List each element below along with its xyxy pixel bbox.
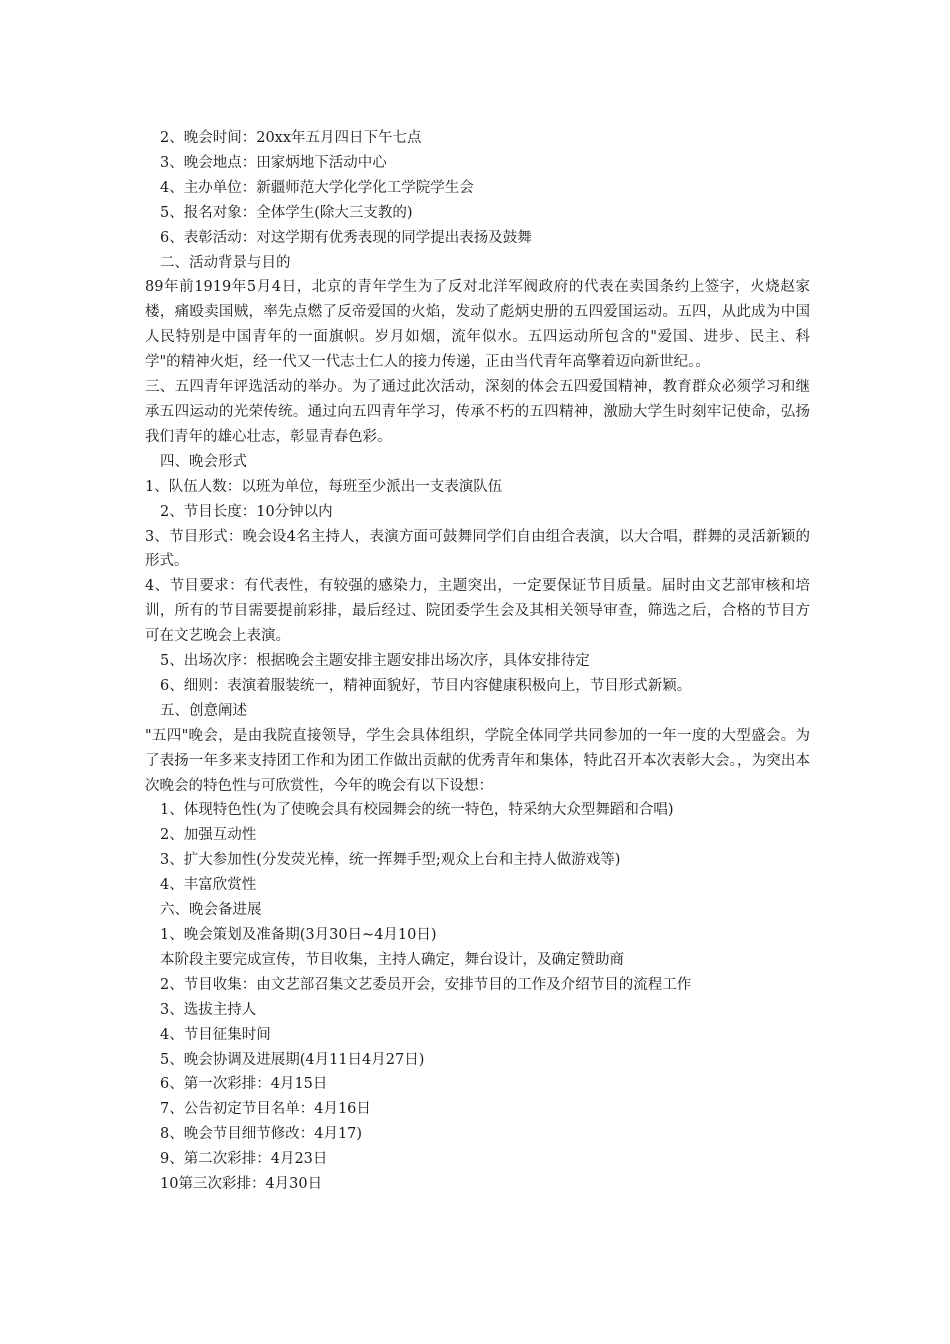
paragraph: 4、节目要求：有代表性，有较强的感染力，主题突出，一定要保证节目质量。届时由文艺部审核和培训，所有的节目需要提前彩排，最后经过、院团委学生会及其相关领导审查，筛选之后，合格的节目方可在文艺晚会上表演。 bbox=[145, 578, 810, 645]
text-line: 5、出场次序：根据晚会主题安排主题安排出场次序，具体安排待定 bbox=[160, 653, 590, 670]
text-line: 6、细则：表演着服装统一，精神面貌好，节目内容健康积极向上，节目形式新颖。 bbox=[160, 677, 692, 694]
section-heading: 二、活动背景与目的 bbox=[160, 254, 291, 271]
paragraph: 三、五四青年评选活动的举办。为了通过此次活动，深刻的体会五四爱国精神，教育群众必须学习和继承五四运动的光荣传统。通过向五四青年学习，传承不朽的五四精神，激励大学生时刻牢记使命，弘扬我们青年的雄心壮志，彰显青春色彩。 bbox=[145, 379, 810, 445]
text-line: 2、节目收集：由文艺部召集文艺委员开会，安排节目的工作及介绍节目的流程工作 bbox=[160, 976, 692, 993]
section-heading: 四、晚会形式 bbox=[160, 453, 247, 470]
document-body bbox=[145, 126, 810, 1197]
text-line: 1、队伍人数：以班为单位，每班至少派出一支表演队伍 bbox=[145, 478, 503, 495]
section-heading: 五、创意阐述 bbox=[160, 702, 247, 719]
paragraph: "五四"晚会，是由我院直接领导，学生会具体组织，学院全体同学共同参加的一年一度的大型盛会。为了表扬一年多来支持团工作和为团工作做出贡献的优秀青年和集体，特此召开本次表彰大会。，为突出本次晚会的特色性与可欣赏性，今年的晚会有以下设想： bbox=[145, 727, 810, 794]
text-line: 3、扩大参加性(分发荧光棒，统一挥舞手型;观众上台和主持人做游戏等) bbox=[160, 852, 621, 869]
text-line: 4、节目征集时间 bbox=[160, 1026, 271, 1043]
text-line: 本阶段主要完成宣传，节目收集，主持人确定，舞台设计，及确定赞助商 bbox=[160, 951, 624, 968]
text-line: 5、晚会协调及进展期(4月11日4月27日) bbox=[160, 1051, 425, 1068]
text-line: 10第三次彩排：4月30日 bbox=[160, 1176, 323, 1193]
text-line: 6、表彰活动：对这学期有优秀表现的同学提出表扬及鼓舞 bbox=[160, 229, 532, 246]
text-line: 2、晚会时间：20xx年五月四日下午七点 bbox=[160, 130, 422, 146]
text-line: 1、晚会策划及准备期(3月30日~4月10日) bbox=[160, 927, 437, 943]
text-line: 3、晚会地点：田家炳地下活动中心 bbox=[160, 154, 387, 171]
text-line: 6、第一次彩排：4月15日 bbox=[160, 1076, 328, 1093]
text-line: 2、节目长度：10分钟以内 bbox=[160, 503, 333, 520]
text-line: 8、晚会节目细节修改：4月17) bbox=[160, 1126, 363, 1143]
text-line: 4、主办单位：新疆师范大学化学化工学院学生会 bbox=[160, 179, 474, 196]
text-line: 1、体现特色性(为了使晚会具有校园舞会的统一特色，特采纳大众型舞蹈和合唱) bbox=[160, 802, 674, 819]
text-line: 4、丰富欣赏性 bbox=[160, 877, 257, 894]
text-line: 7、公告初定节目名单：4月16日 bbox=[160, 1101, 371, 1118]
paragraph: 89年前1919年5月4日，北京的青年学生为了反对北洋军阀政府的代表在卖国条约上签字，火烧赵家楼，痛殴卖国贼，率先点燃了反帝爱国的火焰，发动了彪炳史册的五四爱国运动。五四，从此成为中国人民特别是中国青年的一面旗帜。岁月如烟，流年似水。五四运动所包含的"爱国、进步、民主、科学"的精神火炬，经一代又一代志士仁人的接力传递，正由当代青年高擎着迈向新世纪。。 bbox=[145, 279, 810, 371]
text-line: 9、第二次彩排：4月23日 bbox=[160, 1151, 328, 1168]
text-line: 5、报名对象：全体学生(除大三支教的) bbox=[160, 204, 413, 221]
text-line: 2、加强互动性 bbox=[160, 827, 257, 844]
paragraph: 3、节目形式：晚会设4名主持人，表演方面可鼓舞同学们自由组合表演，以大合唱，群舞的灵活新颖的形式。 bbox=[145, 528, 810, 570]
section-heading: 六、晚会备进展 bbox=[160, 902, 262, 919]
text-line: 3、选拔主持人 bbox=[160, 1001, 257, 1018]
